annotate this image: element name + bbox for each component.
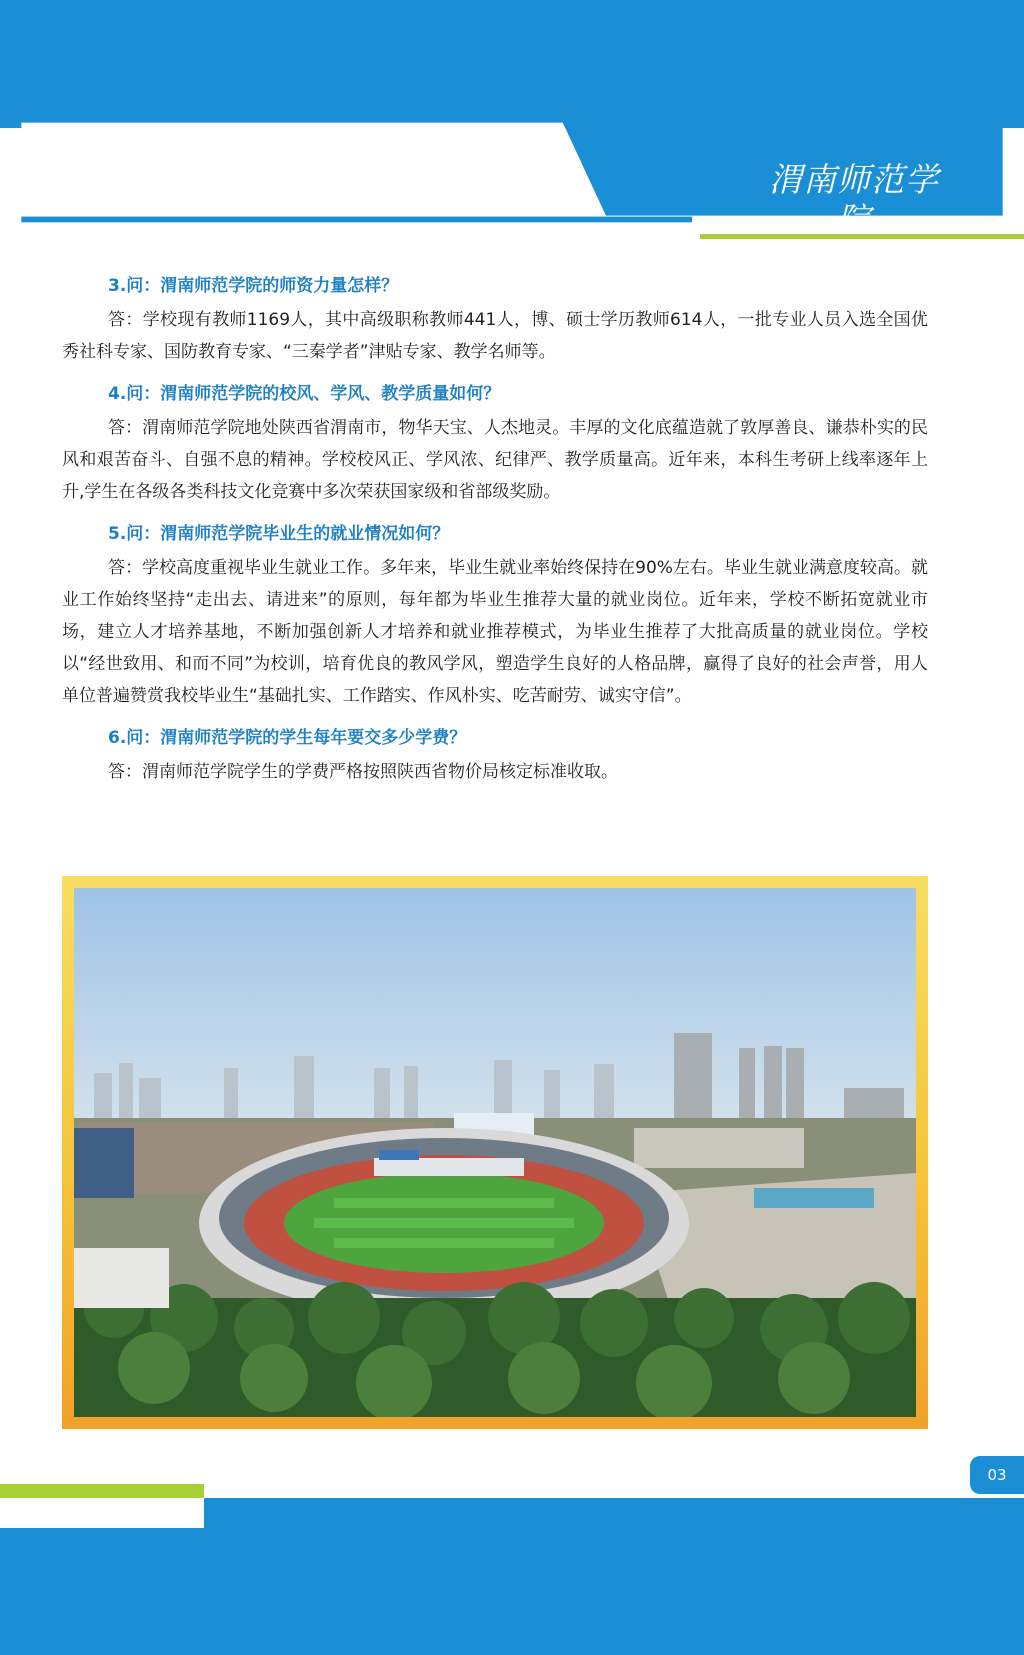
answer-paragraph: 答：渭南师范学院地处陕西省渭南市，物华天宝、人杰地灵。丰厚的文化底蕴造就了敦厚善良、谦恭朴实的民风和艰苦奋斗、自强不息的精神。学校校风正、学风浓、纪律严、教学质量高。近年来，本科生考研上线率逐年上升,学生在各级各类科技文化竞赛中多次荣获国家级和省部级奖励。 [62, 418, 928, 502]
logo-chinese-name: 渭南师范学院 [769, 160, 939, 239]
footer-blue-bar [204, 1498, 1024, 1528]
answer-paragraph: 答：学校现有教师1169人，其中高级职称教师441人，博、硕士学历教师614人，一批专业人员入选全国优秀社科专家、国防教育专家、“三秦学者”津贴专家、教学名师等。 [62, 310, 928, 362]
page-number-tab [970, 1456, 1024, 1494]
photo-frame [62, 876, 928, 1429]
page-number: 03 [987, 1466, 1007, 1484]
question-heading: 4.问：渭南师范学院的校风、学风、教学质量如何？ [108, 384, 501, 404]
answer-paragraph: 答：渭南师范学院学生的学费严格按照陕西省物价局核定标准收取。 [108, 762, 618, 782]
logo-english-name: WEINAN NORMAL UNIVERSITY [762, 246, 946, 255]
qa-item [62, 378, 928, 508]
question-heading: 6.问：渭南师范学院的学生每年要交多少学费？ [108, 728, 467, 748]
question-heading: 3.问：渭南师范学院的师资力量怎样？ [108, 276, 399, 296]
footer-blue-band [0, 1528, 1024, 1655]
footer-green-bar [0, 1484, 204, 1498]
qa-item [62, 518, 928, 712]
university-logo [754, 160, 954, 255]
qa-item [62, 270, 928, 368]
qa-section [62, 270, 928, 798]
campus-stadium-photo [74, 888, 916, 1417]
answer-paragraph: 答：学校高度重视毕业生就业工作。多年来，毕业生就业率始终保持在90%左右。毕业生就业满意度较高。就业工作始终坚持“走出去、请进来”的原则，每年都为毕业生推荐大量的就业岗位。近年来，学校不断拓宽就业市场，建立人才培养基地，不断加强创新人才培养和就业推荐模式，为毕业生推荐了大批高质量的就业岗位。学校以“经世致用、和而不同”为校训，培育优良的教风学风，塑造学生良好的人格品牌，赢得了良好的社会声誉，用人单位普遍赞赏我校毕业生“基础扎实、工作踏实、作风朴实、吃苦耐劳、诚实守信”。 [62, 558, 928, 706]
question-heading: 5.问：渭南师范学院毕业生的就业情况如何？ [108, 524, 450, 544]
qa-item [62, 722, 928, 788]
